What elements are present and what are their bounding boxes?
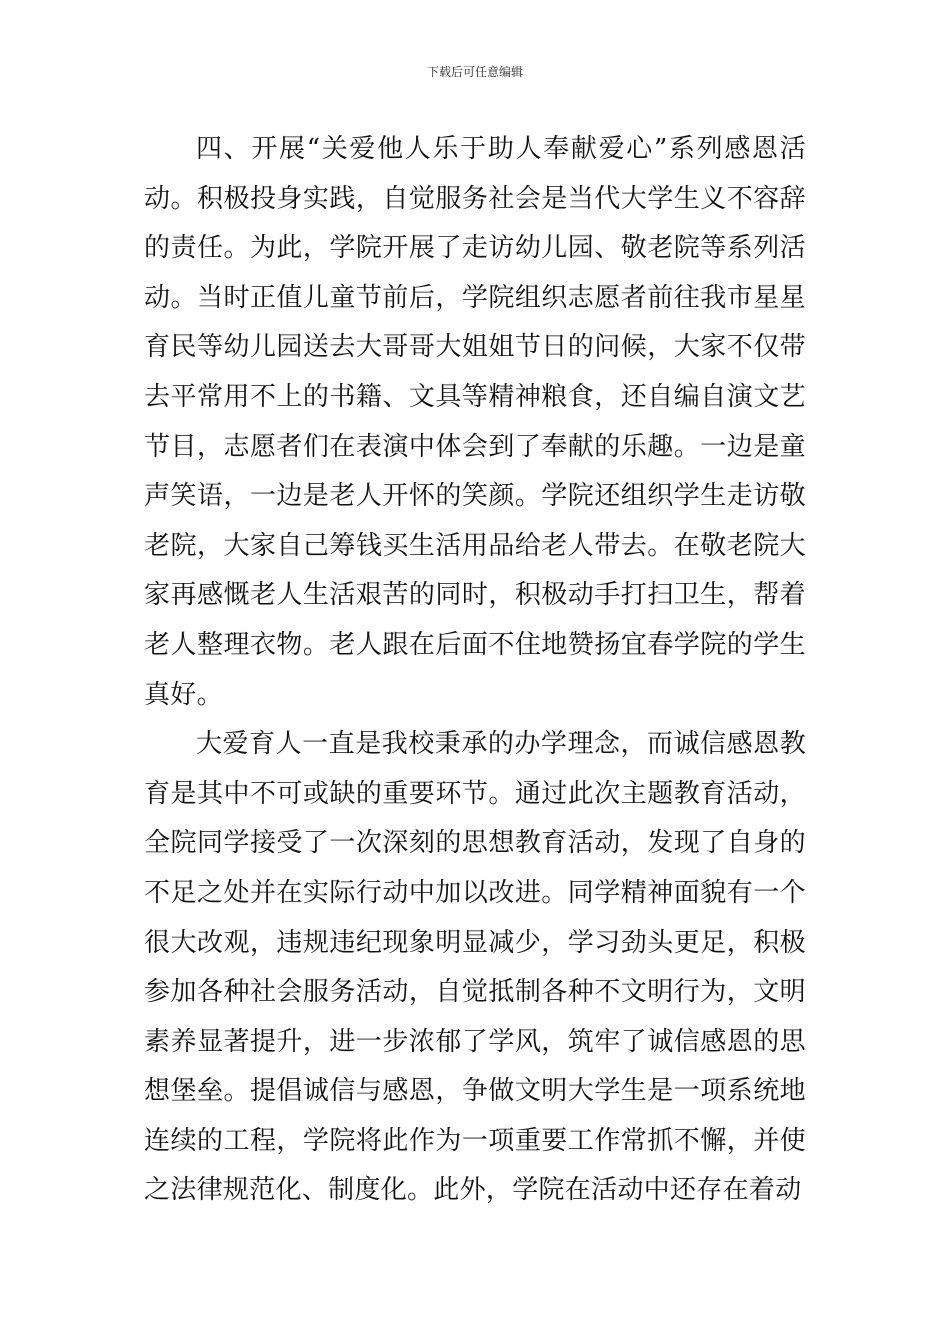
page-header: 下载后可任意编辑 [426,65,523,79]
paragraph-education-summary: 大爱育人一直是我校秉承的办学理念，而诚信感恩教育是其中不可或缺的重要环节。通过此次主题教育活动，全院同学接受了一次深刻的思想教育活动，发现了自身的不足之处并在实际行动中加以改进。同学精神面貌有一个很大改观，违规违纪现象明显减少，学习劲头更足，积极参加各种社会服务活动，自觉抵制各种不文明行为，文明素养显著提升，进一步浓郁了学风，筑牢了诚信感恩的思想堡垒。提倡诚信与感恩，争做文明大学生是一项系统地连续的工程，学院将此作为一项重要工作常抓不懈，并使之法律规范化、制度化。此外，学院在活动中还存在着动 [144,729,806,1206]
document-body [144,125,806,1216]
paragraph-gratitude-activities: 四、开展“关爱他人乐于助人奉献爱心”系列感恩活动。积极投身实践，自觉服务社会是当代大学生义不容辞的责任。为此，学院开展了走访幼儿园、敬老院等系列活动。当时正值儿童节前后，学院组织志愿者前往我市星星育民等幼儿园送去大哥哥大姐姐节日的问候，大家不仅带去平常用不上的书籍、文具等精神粮食，还自编自演文艺节目，志愿者们在表演中体会到了奉献的乐趣。一边是童声笑语，一边是老人开怀的笑颜。学院还组织学生走访敬老院，大家自己筹钱买生活用品给老人带去。在敬老院大家再感慨老人生活艰苦的同时，积极动手打扫卫生，帮着老人整理衣物。老人跟在后面不住地赞扬宜春学院的学生真好。 [144,134,806,710]
